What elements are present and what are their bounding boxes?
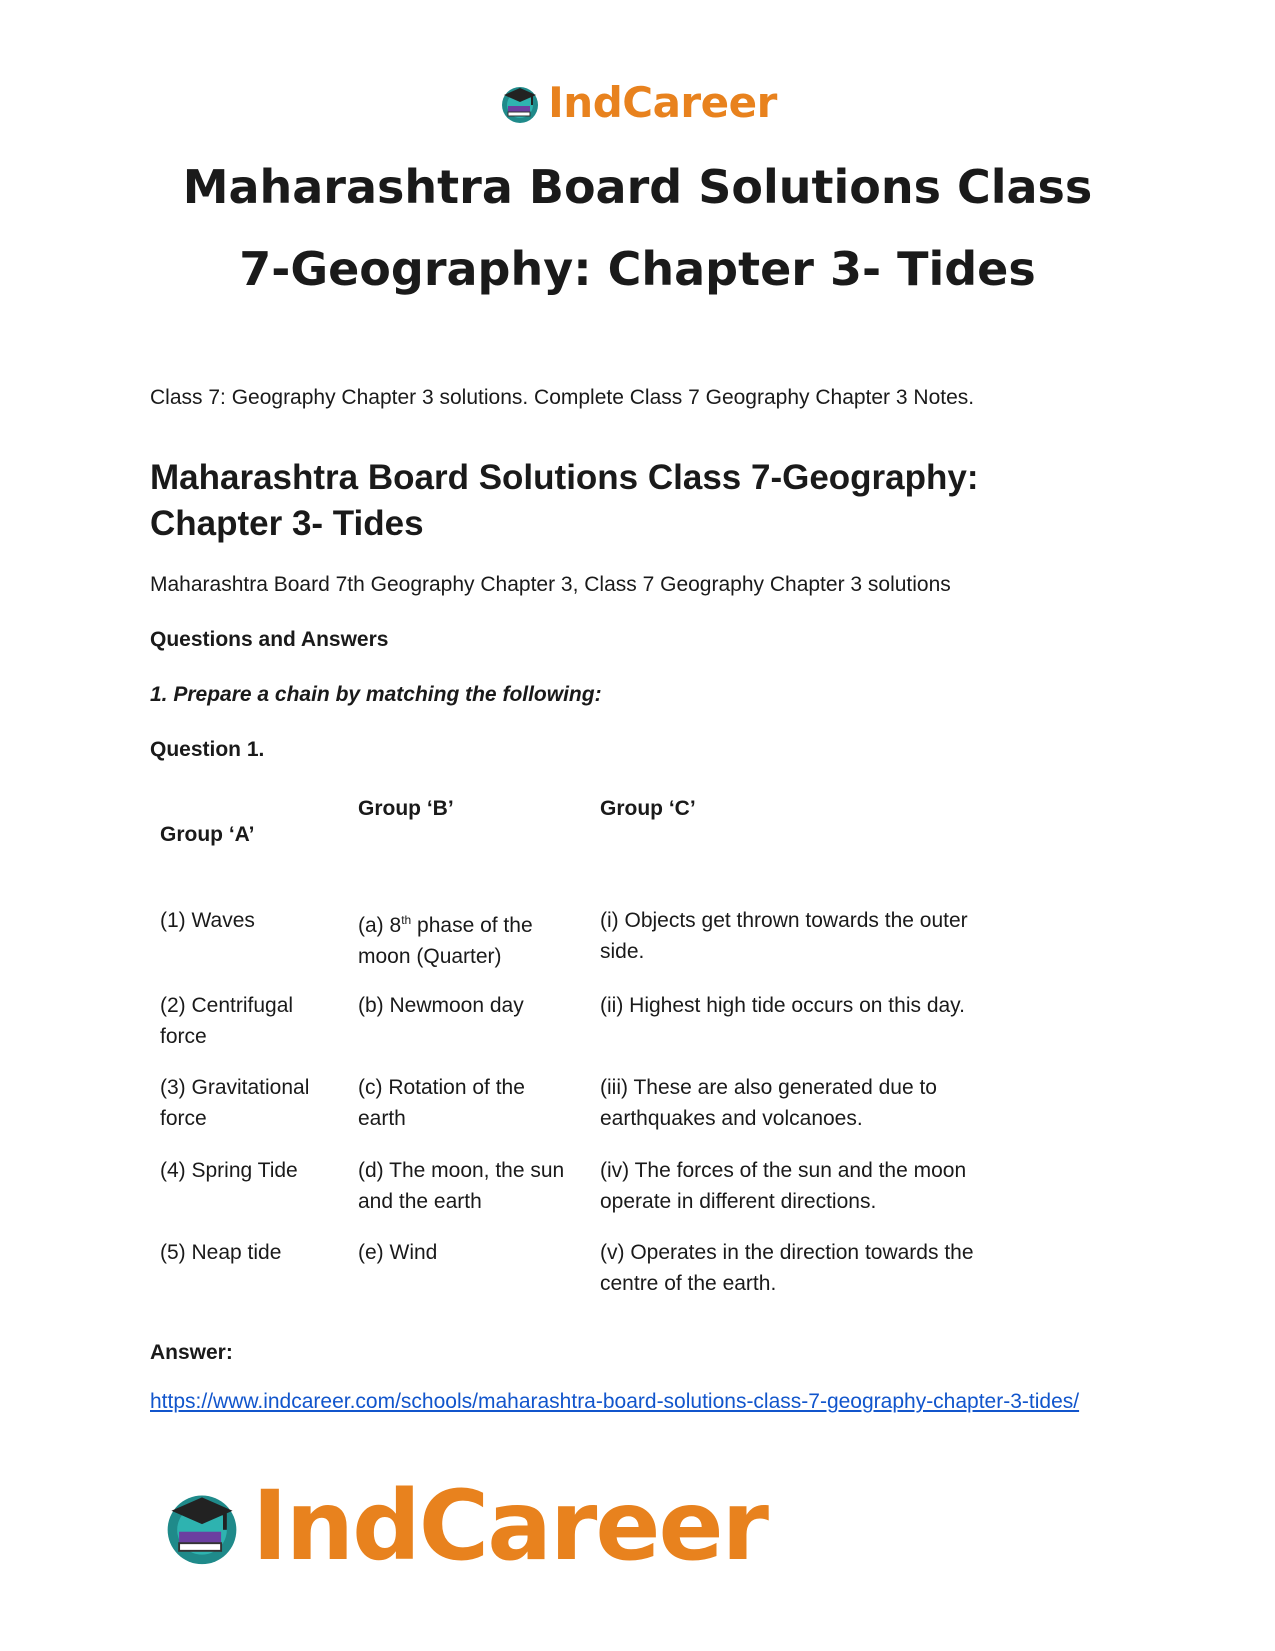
page-title-line1: Maharashtra Board Solutions Class <box>182 160 1093 214</box>
section-heading-line1: Maharashtra Board Solutions Class 7-Geography: <box>150 458 979 497</box>
bottom-logo <box>160 1470 767 1582</box>
cell-group-c: (v) Operates in the direction towards the centre of the earth. <box>600 1241 974 1295</box>
cell-group-b: (e) Wind <box>358 1241 438 1264</box>
cell-group-a: (5) Neap tide <box>160 1241 282 1264</box>
qa-heading: Questions and Answers <box>150 628 389 651</box>
cell-group-c: (i) Objects get thrown towards the outer side. <box>600 909 968 963</box>
cell-group-c: (iii) These are also generated due to earthquakes and volcanoes. <box>600 1076 937 1130</box>
page-title-line2: 7-Geography: Chapter 3- Tides <box>239 242 1036 296</box>
header-group-c: Group ‘C’ <box>600 797 696 820</box>
section-heading-line2: Chapter 3- Tides <box>150 504 424 543</box>
top-logo <box>0 78 1275 127</box>
cell-group-b: (b) Newmoon day <box>358 994 524 1017</box>
subtitle-text: Maharashtra Board 7th Geography Chapter 3, Class 7 Geography Chapter 3 solutions <box>150 573 951 596</box>
graduation-globe-icon <box>160 1484 244 1568</box>
cell-group-a: (4) Spring Tide <box>160 1159 298 1182</box>
graduation-globe-icon <box>498 81 542 125</box>
cell-group-b: (d) The moon, the sun and the earth <box>358 1159 565 1213</box>
header-group-b: Group ‘B’ <box>358 797 454 820</box>
cell-b-prefix: (a) 8 <box>358 914 402 937</box>
section-heading <box>150 455 1150 547</box>
page-title <box>0 146 1275 310</box>
intro-text: Class 7: Geography Chapter 3 solutions. Complete Class 7 Geography Chapter 3 Notes. <box>150 386 975 409</box>
answer-link[interactable]: https://www.indcareer.com/schools/maharashtra-board-solutions-class-7-geography-chapter-3-tides/ <box>150 1390 1080 1413</box>
logo-wordmark: IndCareer <box>252 1470 767 1582</box>
cell-group-c: (ii) Highest high tide occurs on this day. <box>600 994 965 1017</box>
cell-group-c: (iv) The forces of the sun and the moon operate in different directions. <box>600 1159 967 1213</box>
cell-b-suffix: phase of the moon (Quarter) <box>358 914 533 968</box>
logo-wordmark: IndCareer <box>548 78 777 127</box>
cell-group-b: (c) Rotation of the earth <box>358 1076 525 1130</box>
cell-group-a: (2) Centrifugal force <box>160 994 294 1048</box>
question-prompt: 1. Prepare a chain by matching the following: <box>150 683 602 706</box>
header-group-a: Group ‘A’ <box>160 823 255 846</box>
cell-b-superscript: th <box>401 913 412 927</box>
answer-label: Answer: <box>150 1341 233 1364</box>
cell-group-a: (3) Gravitational force <box>160 1076 310 1130</box>
question-label: Question 1. <box>150 738 265 761</box>
cell-group-a: (1) Waves <box>160 909 255 932</box>
cell-group-b <box>358 905 578 972</box>
